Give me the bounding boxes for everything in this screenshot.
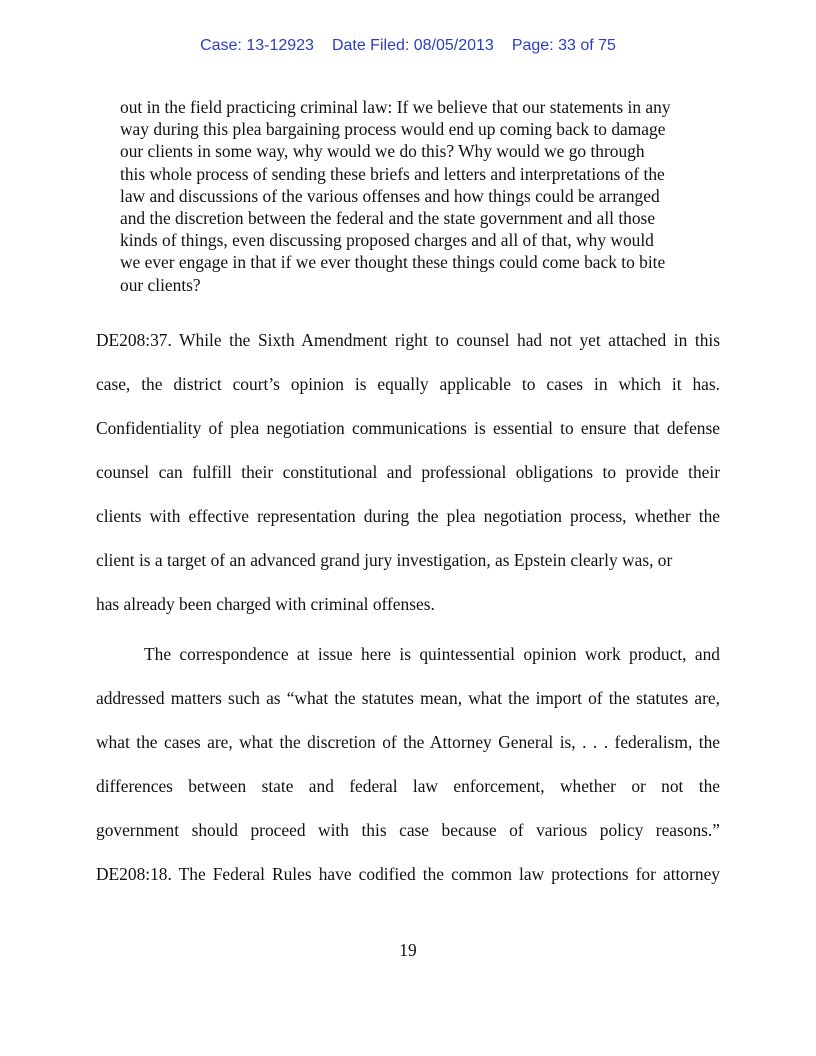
body-text-line: addressed matters such as “what the statutes mean, what the import of the statutes are, <box>96 688 720 708</box>
page-number: 19 <box>399 940 417 960</box>
block-quote-line: this whole process of sending these briefs and letters and interpretations of the <box>120 163 665 184</box>
date-filed: Date Filed: 08/05/2013 <box>331 37 494 54</box>
case-number: Case: 13-12923 <box>200 37 314 54</box>
block-quote-line: and the discretion between the federal and the state government and all those <box>120 208 656 229</box>
block-quote-line: our clients in some way, why would we do this? Why would we go through <box>120 141 645 162</box>
body-text-line: what the cases are, what the discretion of the Attorney General is, . . . federalism, the <box>96 732 720 752</box>
body-text-line: client is a target of an advanced grand jury investigation, as Epstein clearly was, or <box>96 550 673 570</box>
block-quote-line: law and discussions of the various offenses and how things could be arranged <box>120 185 660 206</box>
body-text-line: case, the district court’s opinion is equally applicable to cases in which it has. <box>96 374 720 394</box>
block-quote-line: our clients? <box>120 274 201 295</box>
body-text-line: DE208:37. While the Sixth Amendment right to counsel had not yet attached in this <box>96 330 720 350</box>
body-text-line: Confidentiality of plea negotiation communications is essential to ensure that defense <box>96 418 720 438</box>
block-quote-line: we ever engage in that if we ever thought these things could come back to bite <box>120 252 666 273</box>
page-indicator: Page: 33 of 75 <box>511 37 616 54</box>
body-text-line: The correspondence at issue here is quintessential opinion work product, and <box>144 644 720 664</box>
block-quote-line: way during this plea bargaining process would end up coming back to damage <box>120 119 666 140</box>
body-text-line: government should proceed with this case because of various policy reasons.” <box>96 820 720 840</box>
block-quote-line: kinds of things, even discussing proposed charges and all of that, why would <box>120 230 654 251</box>
body-text-line: has already been charged with criminal offenses. <box>96 594 435 614</box>
block-quote-line: out in the field practicing criminal law: If we believe that our statements in any <box>120 97 671 117</box>
body-text-line: differences between state and federal law enforcement, whether or not the <box>96 776 720 796</box>
case-header <box>0 37 816 55</box>
block-quote <box>120 96 697 296</box>
body-text-line: clients with effective representation during the plea negotiation process, whether the <box>96 506 720 526</box>
body-text-line: counsel can fulfill their constitutional and professional obligations to provide their <box>96 462 720 482</box>
body-text-line: DE208:18. The Federal Rules have codified the common law protections for attorney <box>96 864 720 884</box>
